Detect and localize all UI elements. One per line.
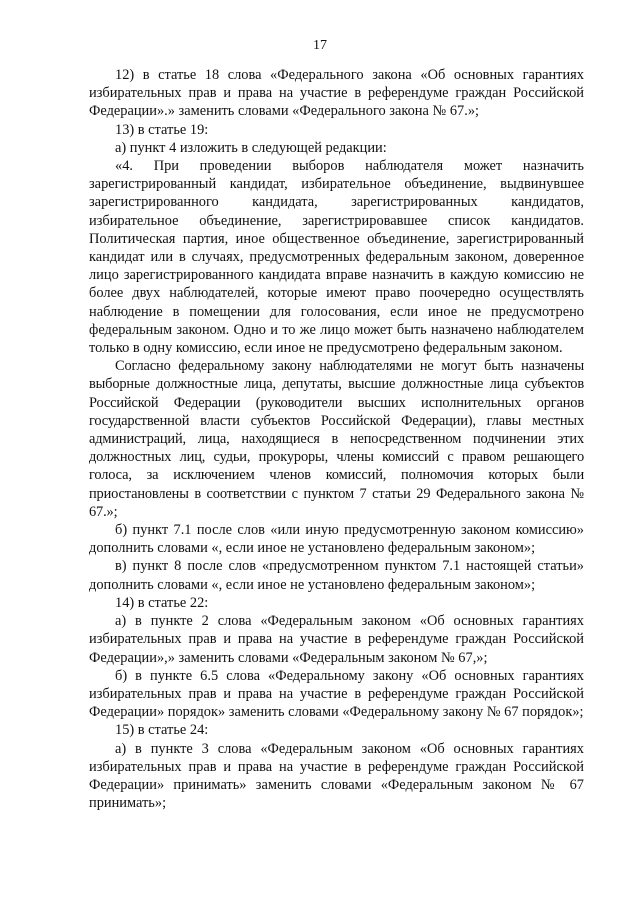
paragraph-item-12: 12) в статье 18 слова «Федерального закона «Об основных гарантиях избирательных прав и права на участие в референдуме граждан Российской Федерации».» заменить словами «Федерального закона № 67.»; [89,67,584,120]
paragraph-new-point-4: «4. При проведении выборов наблюдателя может назначить зарегистрированный кандидат, избирательное объединение, выдвинувшее зарегистрированного кандидата, зарегистрированных кандидатов, избирательное объединение, зарегистрировавшее список кандидатов. Политическая партия, иное общественное объединение, зарегистрированный кандидат или в случаях, предусмотренных федеральным законом, доверенное лицо зарегистрированного кандидата вправе назначить в каждую комиссию не более двух наблюдателей, которые имеют право поочередно осуществлять наблюдение в помещении для голосования, если иное не предусмотрено федеральным законом. Одно и то же лицо может быть назначено наблюдателем только в одну комиссию, если иное не предусмотрено федеральным законом. [89,158,584,357]
paragraph-observers-restriction: Согласно федеральному закону наблюдателями не могут быть назначены выборные должностные лица, депутаты, высшие должностные лица субъектов Российской Федерации (руководители высших исполнительных органов государственной власти субъектов Российской Федерации), главы местных администраций, лица, находящиеся в непосредственном подчинении этих должностных лиц, судьи, прокуроры, члены комиссий с правом решающего голоса, за исключением членов комиссий, полномочия которых были приостановлены в соответствии с пунктом 7 статьи 29 Федерального закона № 67.»; [89,358,584,520]
paragraph-item-14: 14) в статье 22: [115,594,209,611]
paragraph-subitem-13v: в) пункт 8 после слов «предусмотренном пунктом 7.1 настоящей статьи» дополнить словами «, если иное не установлено федеральным законом»; [89,558,584,593]
paragraph-subitem-14a: а) в пункте 2 слова «Федеральным законом «Об основных гарантиях избирательных прав и права на участие в референдуме граждан Российской Федерации»,» заменить словами «Федеральным законом № 67,»; [89,613,584,666]
paragraph-item-13: 13) в статье 19: [115,121,209,138]
paragraph-subitem-13b: б) пункт 7.1 после слов «или иную предусмотренную законом комиссию» дополнить словами «, если иное не установлено федеральным законом»; [89,522,584,557]
paragraph-subitem-14b: б) в пункте 6.5 слова «Федеральному закону «Об основных гарантиях избирательных прав и права на участие в референдуме граждан Российской Федерации» порядок» заменить словами «Федеральному закону № 67 порядок»; [89,667,584,721]
paragraph-subitem-15a: а) в пункте 3 слова «Федеральным законом «Об основных гарантиях избирательных прав и права на участие в референдуме граждан Российской Федерации» принимать» заменить словами «Федеральным законом № 67 принимать»; [89,740,584,812]
page-number: 17 [313,38,327,53]
paragraph-subitem-13a: а) пункт 4 изложить в следующей редакции: [115,139,387,156]
document-body [89,66,584,812]
paragraph-item-15: 15) в статье 24: [115,722,209,739]
